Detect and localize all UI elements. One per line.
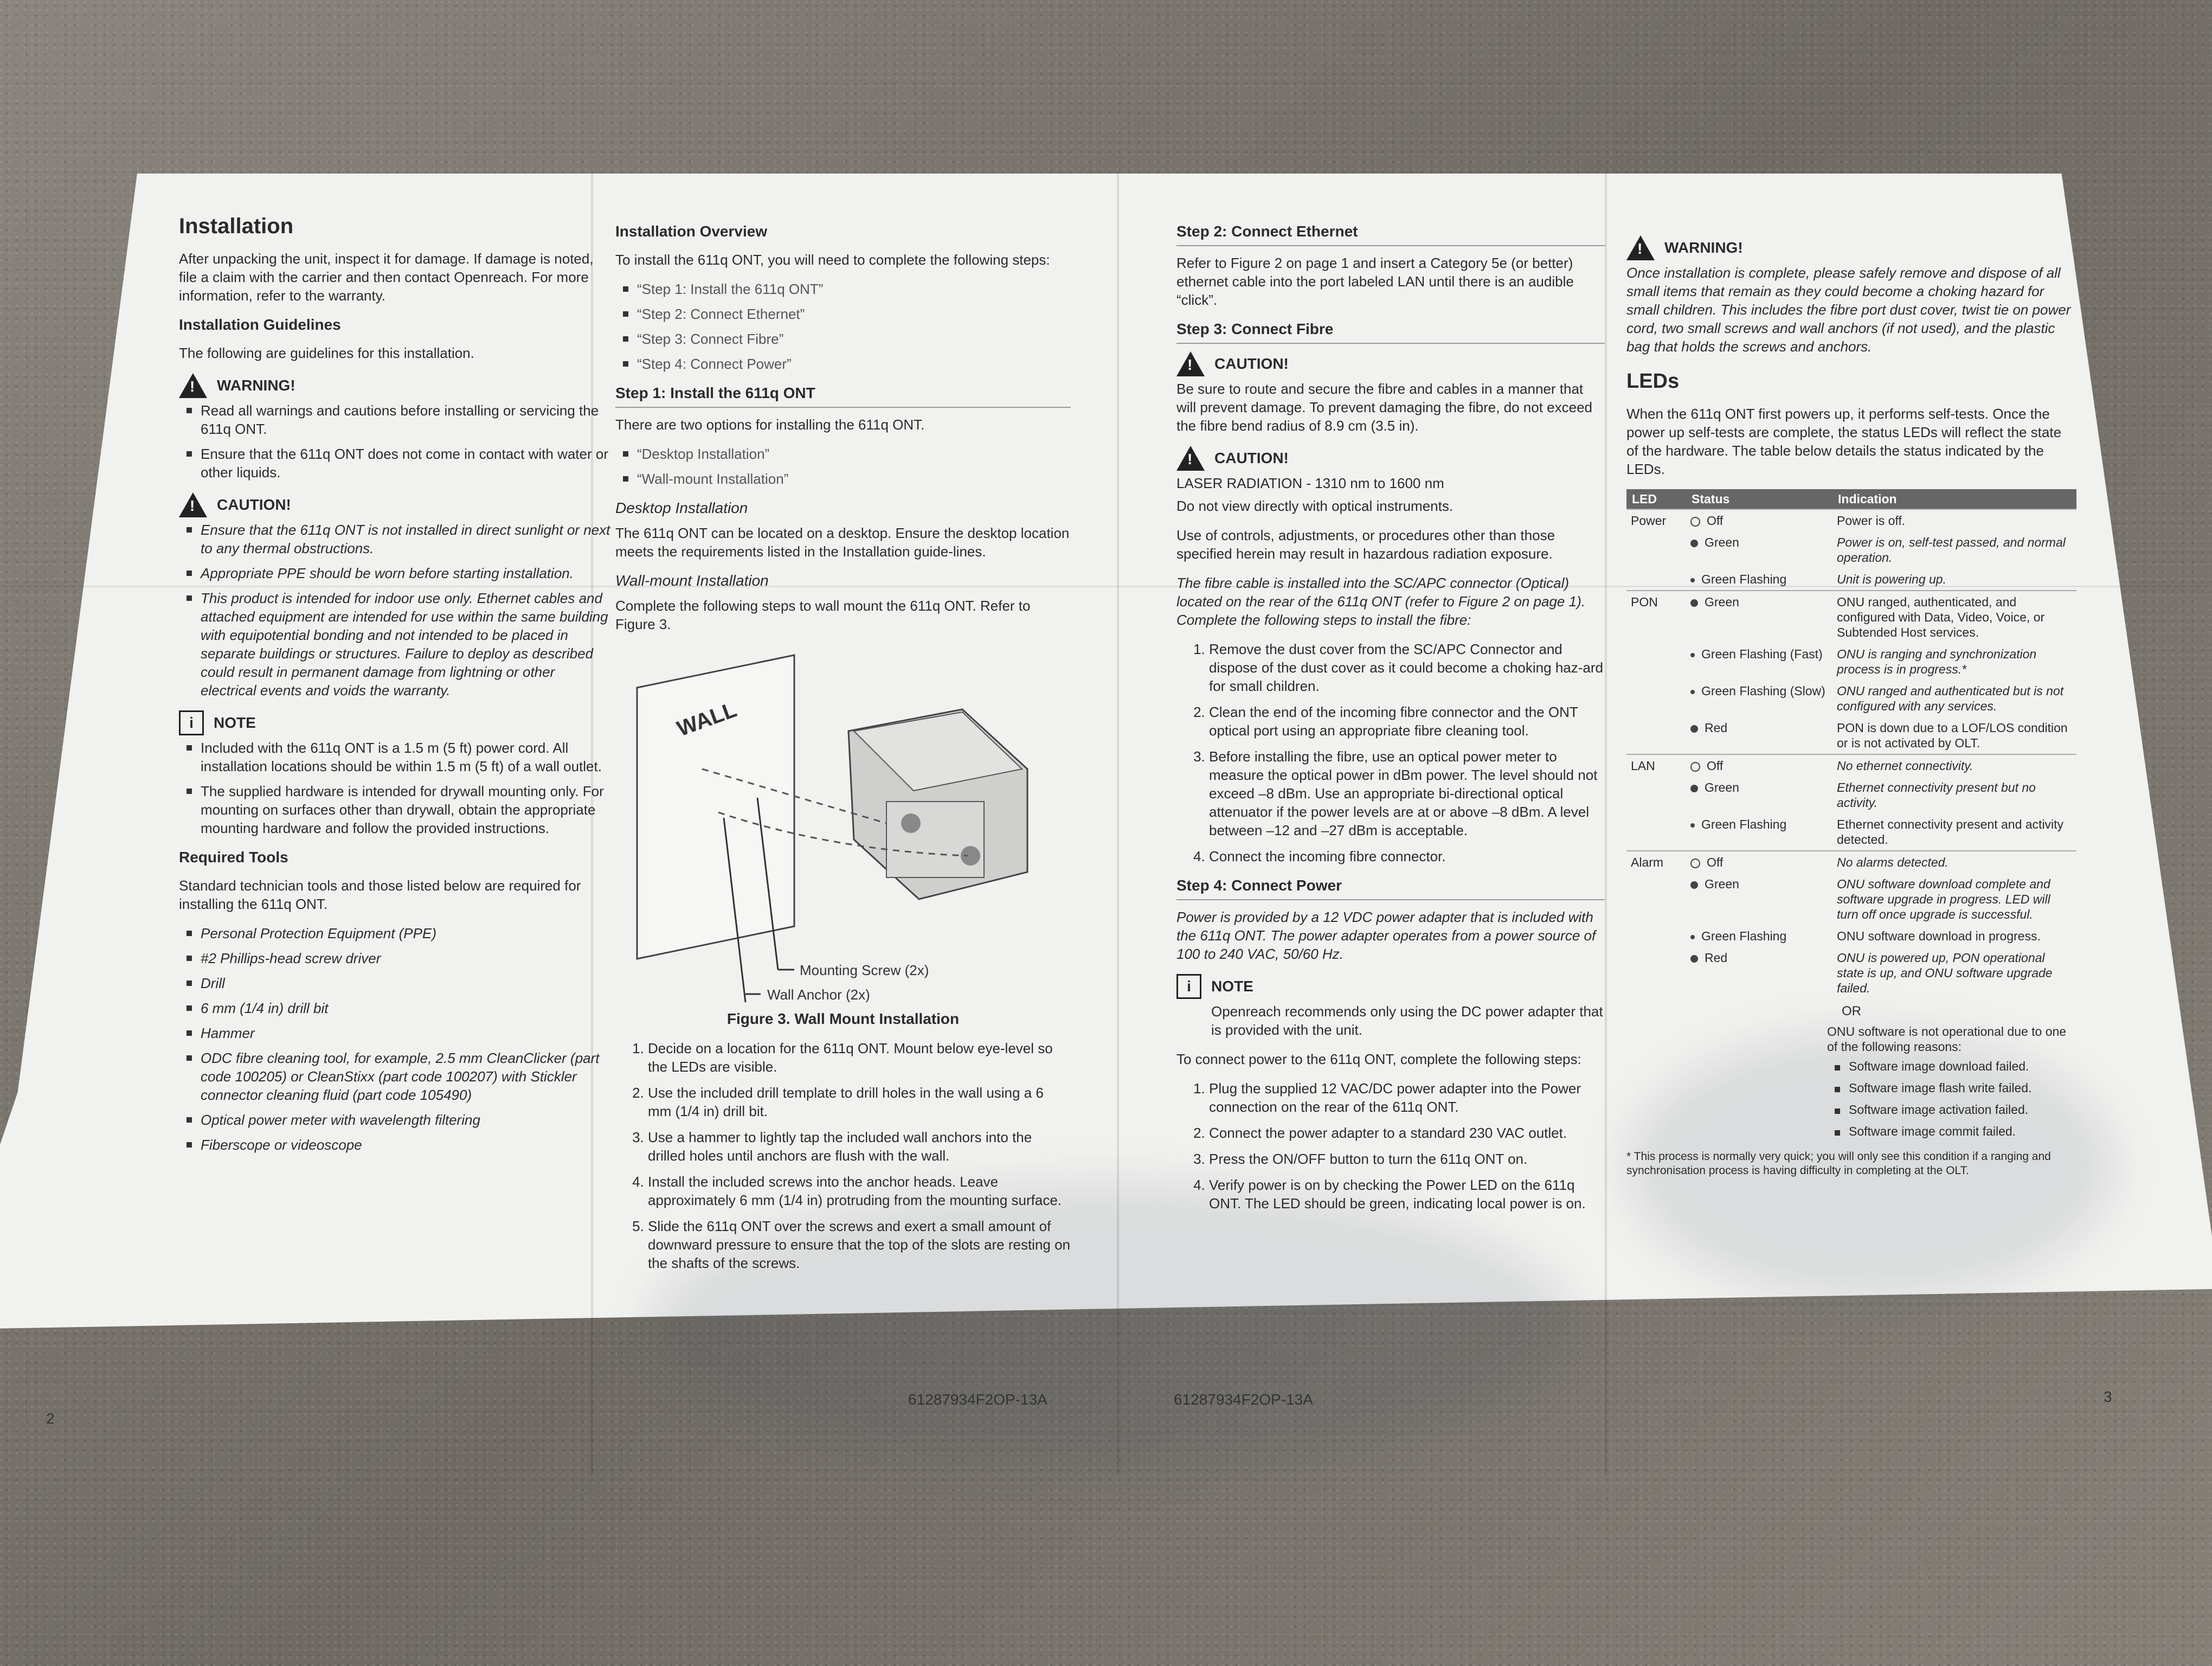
laser-text: LASER RADIATION - 1310 nm to 1600 nm bbox=[1176, 475, 1444, 491]
list-item: “Step 2: Connect Ethernet” bbox=[637, 305, 1071, 323]
table-row bbox=[1626, 531, 2076, 568]
led-dot-icon bbox=[1690, 690, 1695, 694]
led-indication: Unit is powering up. bbox=[1837, 572, 1946, 586]
warning-icon bbox=[179, 373, 207, 398]
table-row bbox=[1626, 509, 2076, 531]
wall-mount-diagram bbox=[615, 644, 1060, 1002]
step2-text: Refer to Figure 2 on page 1 and insert a Category 5e (or better) ethernet cable into the port labeled LAN until there is an audible “click”. bbox=[1176, 255, 1574, 308]
caution-label: CAUTION! bbox=[1214, 355, 1289, 372]
table-row bbox=[1626, 851, 2076, 873]
led-table bbox=[1626, 489, 2076, 999]
caution-list bbox=[179, 521, 613, 700]
warning-text: Once installation is complete, please safely remove and dispose of all small items that remain as they could become a choking hazard for small children. This includes the fibre port dust cover, twist tie on power cord, two small screws and wall anchors (if not used), and the plastic bag that holds the screws and anchors. bbox=[1626, 265, 2071, 355]
connect-panel bbox=[1176, 217, 1605, 1223]
list-item: Hammer bbox=[201, 1024, 613, 1042]
table-header: Status bbox=[1686, 489, 1832, 509]
list-item: 2. Use the included drill template to drill holes in the wall using a 6 mm (1/4 in) drill bit. bbox=[648, 1084, 1071, 1120]
led-status-label: Off bbox=[1707, 759, 1724, 773]
list-item: “Step 1: Install the 611q ONT” bbox=[637, 280, 1071, 298]
step4-text: Power is provided by a 12 VDC power adapter that is included with the 611q ONT. The power adapter operates from a power source of 100 to 240 VAC, 50/60 Hz. bbox=[1176, 909, 1596, 962]
step-heading: Step 4: Connect Power bbox=[1176, 876, 1605, 900]
led-name bbox=[1626, 873, 1686, 925]
footnote: * This process is normally very quick; you will only see this condition if a ranging and synchronisation process is having difficulty in completing at the OLT. bbox=[1626, 1150, 2051, 1177]
table-row bbox=[1626, 568, 2076, 591]
led-name: PON bbox=[1626, 591, 1686, 643]
step-heading: Step 3: Connect Fibre bbox=[1176, 320, 1605, 344]
led-dot-icon bbox=[1690, 881, 1698, 889]
led-dot-icon bbox=[1690, 599, 1698, 607]
intro-text: After unpacking the unit, inspect it for damage. If damage is noted, file a claim with the carrier and then contact Openreach. For more information, refer to the warranty. bbox=[179, 251, 594, 304]
or-label: OR bbox=[1842, 1004, 1861, 1018]
led-table-body bbox=[1626, 509, 2076, 999]
laser-warning: Use of controls, adjustments, or procedures other than those specified herein may result in hazardous radiation exposure. bbox=[1176, 527, 1555, 562]
table-row bbox=[1626, 754, 2076, 777]
led-name bbox=[1626, 568, 1686, 591]
led-dot-icon bbox=[1690, 823, 1695, 828]
led-status-label: Off bbox=[1707, 514, 1724, 528]
table-row bbox=[1626, 643, 2076, 680]
led-status bbox=[1686, 591, 1832, 643]
led-status bbox=[1686, 754, 1832, 777]
warning-list bbox=[179, 401, 613, 482]
section-heading: Installation Overview bbox=[615, 223, 768, 240]
table-row bbox=[1626, 717, 2076, 754]
list-item: #2 Phillips-head screw driver bbox=[201, 949, 613, 967]
list-item: “Wall-mount Installation” bbox=[637, 470, 1071, 488]
led-status bbox=[1686, 509, 1832, 531]
step1-intro: There are two options for installing the 611q ONT. bbox=[615, 416, 925, 433]
table-header: Indication bbox=[1832, 489, 2076, 509]
section-heading: Required Tools bbox=[179, 849, 288, 866]
led-dot-icon bbox=[1690, 785, 1698, 792]
list-item: Fiberscope or videoscope bbox=[201, 1136, 613, 1154]
led-indication: PON is down due to a LOF/LOS condition or is not activated by OLT. bbox=[1837, 721, 2068, 750]
table-row bbox=[1626, 680, 2076, 717]
list-item: Read all warnings and cautions before installing or servicing the 611q ONT. bbox=[201, 401, 613, 438]
led-indication: ONU is ranging and synchronization process is in progress.* bbox=[1837, 647, 2037, 676]
led-name bbox=[1626, 643, 1686, 680]
list-item: “Desktop Installation” bbox=[637, 445, 1071, 463]
led-status-label: Green Flashing bbox=[1701, 817, 1787, 831]
led-indication: Ethernet connectivity present but no activity. bbox=[1837, 780, 2036, 810]
led-status bbox=[1686, 680, 1832, 717]
caution-icon bbox=[1176, 351, 1205, 376]
list-item: Included with the 611q ONT is a 1.5 m (5 ft) power cord. All installation locations should be within 1.5 m (5 ft) of a wall outlet. bbox=[201, 739, 613, 776]
led-status-label: Red bbox=[1705, 721, 1728, 735]
tools-intro: Standard technician tools and those listed below are required for installing the 611q ONT. bbox=[179, 877, 581, 912]
table-row bbox=[1626, 947, 2076, 999]
power-intro: To connect power to the 611q ONT, complete the following steps: bbox=[1176, 1051, 1581, 1067]
led-status bbox=[1686, 813, 1832, 851]
led-dot-icon bbox=[1690, 578, 1695, 582]
led-status bbox=[1686, 717, 1832, 754]
list-item: “Step 4: Connect Power” bbox=[637, 355, 1071, 373]
subsection-heading: Desktop Installation bbox=[615, 499, 748, 516]
laser-icon bbox=[1176, 446, 1205, 471]
list-item: Software image activation failed. bbox=[1849, 1102, 2076, 1117]
led-status bbox=[1686, 777, 1832, 813]
led-indication: ONU ranged, authenticated, and configured with Data, Video, Voice, or Subtended Host services. bbox=[1832, 591, 2076, 643]
overview-panel bbox=[615, 217, 1071, 1283]
overview-intro: To install the 611q ONT, you will need to complete the following steps: bbox=[615, 252, 1050, 268]
list-item: Personal Protection Equipment (PPE) bbox=[201, 924, 613, 943]
led-status bbox=[1686, 851, 1832, 873]
figure-caption: Figure 3. Wall Mount Installation bbox=[726, 1010, 960, 1027]
info-icon: i bbox=[179, 710, 204, 735]
laser-caution-heading bbox=[1176, 446, 1605, 471]
led-name bbox=[1626, 777, 1686, 813]
wall-label: WALL bbox=[674, 697, 740, 741]
step-heading: Step 2: Connect Ethernet bbox=[1176, 222, 1605, 246]
list-item: 2. Clean the end of the incoming fibre connector and the ONT optical port using an appropriate fibre cleaning tool. bbox=[1209, 703, 1605, 740]
info-icon: i bbox=[1176, 974, 1201, 999]
list-item: Software image commit failed. bbox=[1849, 1124, 2076, 1139]
step1-options bbox=[615, 445, 1071, 488]
led-status-label: Green bbox=[1705, 877, 1739, 891]
led-status-label: Green bbox=[1705, 780, 1739, 794]
fibre-intro: The fibre cable is installed into the SC/APC connector (Optical) located on the rear of the 611q ONT (refer to Figure 2 on page 1). Complete the following steps to install the fibre: bbox=[1176, 575, 1585, 628]
list-item: 1. Remove the dust cover from the SC/APC Connector and dispose of the dust cover as it could become a choking haz-ard for small children. bbox=[1209, 640, 1605, 695]
led-indication: Power is off. bbox=[1832, 509, 2076, 531]
caution-heading bbox=[1176, 351, 1605, 376]
led-indication: Ethernet connectivity present and activity detected. bbox=[1837, 817, 2064, 847]
table-row bbox=[1626, 873, 2076, 925]
list-item: “Step 3: Connect Fibre” bbox=[637, 330, 1071, 348]
list-item: 1. Decide on a location for the 611q ONT. Mount below eye-level so the LEDs are visible. bbox=[648, 1039, 1071, 1076]
led-indication: Power is on, self-test passed, and normal operation. bbox=[1837, 535, 2066, 565]
led-status-label: Off bbox=[1707, 855, 1724, 869]
caution-label: CAUTION! bbox=[217, 496, 291, 513]
doc-code: 61287934F2OP-13A bbox=[908, 1391, 1047, 1408]
led-name bbox=[1626, 947, 1686, 999]
list-item: 4. Install the included screws into the anchor heads. Leave approximately 6 mm (1/4 in) protruding from the mounting surface. bbox=[648, 1172, 1071, 1209]
note-text: Openreach recommends only using the DC power adapter that is provided with the unit. bbox=[1211, 1003, 1603, 1038]
list-item: Appropriate PPE should be worn before starting installation. bbox=[201, 564, 613, 582]
led-status bbox=[1686, 873, 1832, 925]
page-number: 3 bbox=[2104, 1388, 2112, 1405]
led-dot-icon bbox=[1690, 540, 1698, 547]
led-dot-icon bbox=[1690, 725, 1698, 733]
led-dot-icon bbox=[1690, 762, 1700, 772]
caution-icon bbox=[179, 492, 207, 517]
note-list bbox=[179, 739, 613, 837]
led-indication: ONU is powered up, PON operational state is up, and ONU software upgrade failed. bbox=[1837, 951, 2053, 995]
led-status bbox=[1686, 643, 1832, 680]
wall-mount-figure bbox=[615, 644, 1060, 1002]
table-row bbox=[1626, 925, 2076, 947]
leds-panel bbox=[1626, 228, 2076, 1189]
list-item: Ensure that the 611q ONT is not installed in direct sunlight or next to any thermal obstructions. bbox=[201, 521, 613, 558]
list-item: 3. Use a hammer to lightly tap the included wall anchors into the drilled holes until anchors are flush with the wall. bbox=[648, 1128, 1071, 1165]
page-title: Installation bbox=[179, 214, 294, 238]
list-item: 5. Slide the 611q ONT over the screws and exert a small amount of downward pressure to ensure that the top of the slots are resting on the shafts of the screws. bbox=[648, 1217, 1071, 1272]
list-item: Software image flash write failed. bbox=[1849, 1080, 2076, 1095]
led-status bbox=[1686, 531, 1832, 568]
overview-steps bbox=[615, 280, 1071, 373]
led-status bbox=[1686, 568, 1832, 591]
alarm-extra bbox=[1626, 1024, 2076, 1139]
list-item: 1. Plug the supplied 12 VAC/DC power adapter into the Power connection on the rear of the 611q ONT. bbox=[1209, 1079, 1605, 1116]
list-item: 2. Connect the power adapter to a standard 230 VAC outlet. bbox=[1209, 1124, 1605, 1142]
installation-panel bbox=[179, 214, 613, 1165]
led-status-label: Green Flashing (Slow) bbox=[1701, 684, 1825, 698]
led-status bbox=[1686, 947, 1832, 999]
note-label: NOTE bbox=[1211, 978, 1253, 995]
led-name bbox=[1626, 531, 1686, 568]
led-status-label: Green bbox=[1705, 535, 1739, 549]
led-name bbox=[1626, 717, 1686, 754]
step-heading: Step 1: Install the 611q ONT bbox=[615, 384, 1071, 408]
led-dot-icon bbox=[1690, 653, 1695, 657]
table-row bbox=[1626, 777, 2076, 813]
caution-heading bbox=[179, 492, 613, 517]
list-item: 3. Before installing the fibre, use an optical power meter to measure the optical power in dBm power. The level should not exceed –8 dBm. Use an appropriate bi-directional optical attenuator if the power levels are at or above –8 dBm. A level between –12 and –27 dBm is acceptable. bbox=[1209, 747, 1605, 840]
anchor-label: Wall Anchor (2x) bbox=[767, 986, 870, 1002]
power-steps bbox=[1176, 1079, 1605, 1213]
doc-code: 61287934F2OP-13A bbox=[1174, 1391, 1313, 1408]
table-row bbox=[1626, 813, 2076, 851]
list-item: 6 mm (1/4 in) drill bit bbox=[201, 999, 613, 1017]
led-name bbox=[1626, 680, 1686, 717]
desktop-text: The 611q ONT can be located on a desktop. Ensure the desktop location meets the requirements listed in the Installation guide-lines. bbox=[615, 525, 1070, 560]
list-item: 4. Verify power is on by checking the Power LED on the 611q ONT. The LED should be green, indicating local power is on. bbox=[1209, 1176, 1605, 1213]
alarm-reasons bbox=[1827, 1059, 2076, 1139]
note-label: NOTE bbox=[214, 714, 256, 731]
led-status-label: Green bbox=[1705, 595, 1739, 609]
subsection-heading: Wall-mount Installation bbox=[615, 572, 769, 589]
led-status bbox=[1686, 925, 1832, 947]
warning-label: WARNING! bbox=[1664, 239, 1743, 256]
led-dot-icon bbox=[1690, 935, 1695, 939]
laser-warning: Do not view directly with optical instruments. bbox=[1176, 498, 1454, 514]
led-status-label: Red bbox=[1705, 951, 1728, 965]
guidelines-intro: The following are guidelines for this installation. bbox=[179, 345, 474, 361]
list-item: Drill bbox=[201, 974, 613, 992]
led-indication: ONU software download complete and software upgrade in progress. LED will turn off once upgrade is successful. bbox=[1837, 877, 2050, 921]
fold-line bbox=[1605, 174, 1607, 1475]
list-item: 4. Connect the incoming fibre connector. bbox=[1209, 847, 1605, 866]
led-name: Alarm bbox=[1626, 851, 1686, 873]
table-row bbox=[1626, 591, 2076, 643]
section-heading: Installation Guidelines bbox=[179, 316, 341, 333]
list-item: ODC fibre cleaning tool, for example, 2.5 mm CleanClicker (part code 100205) or CleanStixx (part code 100207) with Stickler connector cleaning fluid (part code 105490) bbox=[201, 1049, 613, 1104]
led-indication: No ethernet connectivity. bbox=[1832, 754, 2076, 777]
table-header: LED bbox=[1626, 489, 1686, 509]
warning-heading bbox=[1626, 235, 2076, 260]
warning-icon bbox=[1626, 235, 1655, 260]
wall-text: Complete the following steps to wall mount the 611q ONT. Refer to Figure 3. bbox=[615, 598, 1031, 632]
list-item: The supplied hardware is intended for drywall mounting only. For mounting on surfaces other than drywall, obtain the appropriate mounting hardware and follow the provided instructions. bbox=[201, 782, 613, 837]
led-status-label: Green Flashing (Fast) bbox=[1701, 647, 1823, 661]
led-dot-icon bbox=[1690, 858, 1700, 868]
list-item: Software image download failed. bbox=[1849, 1059, 2076, 1074]
led-name: Power bbox=[1626, 509, 1686, 531]
caution-label: CAUTION! bbox=[1214, 450, 1289, 466]
warning-label: WARNING! bbox=[217, 377, 295, 394]
led-dot-icon bbox=[1690, 955, 1698, 963]
fibre-steps bbox=[1176, 640, 1605, 866]
led-status-label: Green Flashing bbox=[1701, 929, 1787, 943]
page-number: 2 bbox=[46, 1410, 55, 1427]
section-title: LEDs bbox=[1626, 370, 1680, 393]
wall-steps bbox=[615, 1039, 1071, 1272]
note-heading bbox=[179, 710, 613, 735]
led-indication: No alarms detected. bbox=[1832, 851, 2076, 873]
note-heading bbox=[1176, 974, 1605, 999]
leds-intro: When the 611q ONT first powers up, it performs self-tests. Once the power up self-tests are complete, the status LEDs will reflect the state of the hardware. The table below details the status indicated by the LEDs. bbox=[1626, 406, 2062, 477]
caution-text: Be sure to route and secure the fibre and cables in a manner that will prevent damage. To prevent damaging the fibre, do not exceed the fibre bend radius of 8.9 cm (3.5 in). bbox=[1176, 381, 1592, 434]
led-indication: ONU software download in progress. bbox=[1837, 929, 2041, 943]
list-item: 3. Press the ON/OFF button to turn the 611q ONT on. bbox=[1209, 1150, 1605, 1168]
led-indication: ONU ranged and authenticated but is not configured with any services. bbox=[1837, 684, 2064, 713]
led-name bbox=[1626, 813, 1686, 851]
led-status-label: Green Flashing bbox=[1701, 572, 1787, 586]
tools-list bbox=[179, 924, 613, 1154]
led-dot-icon bbox=[1690, 517, 1700, 527]
list-item: Ensure that the 611q ONT does not come in contact with water or other liquids. bbox=[201, 445, 613, 482]
list-item: This product is intended for indoor use only. Ethernet cables and attached equipment are intended for use within the same building with equipotential bonding and not intended to be placed in separate buildings or structures. Failure to deploy as described could result in permanent damage from lightning or other electrical events and voids the warranty. bbox=[201, 589, 613, 700]
led-name: LAN bbox=[1626, 754, 1686, 777]
list-item: Optical power meter with wavelength filtering bbox=[201, 1111, 613, 1129]
led-name bbox=[1626, 925, 1686, 947]
screw-label: Mounting Screw (2x) bbox=[800, 962, 929, 978]
warning-heading bbox=[179, 373, 613, 398]
alarm-extra-text: ONU software is not operational due to one of the following reasons: bbox=[1827, 1024, 2067, 1054]
